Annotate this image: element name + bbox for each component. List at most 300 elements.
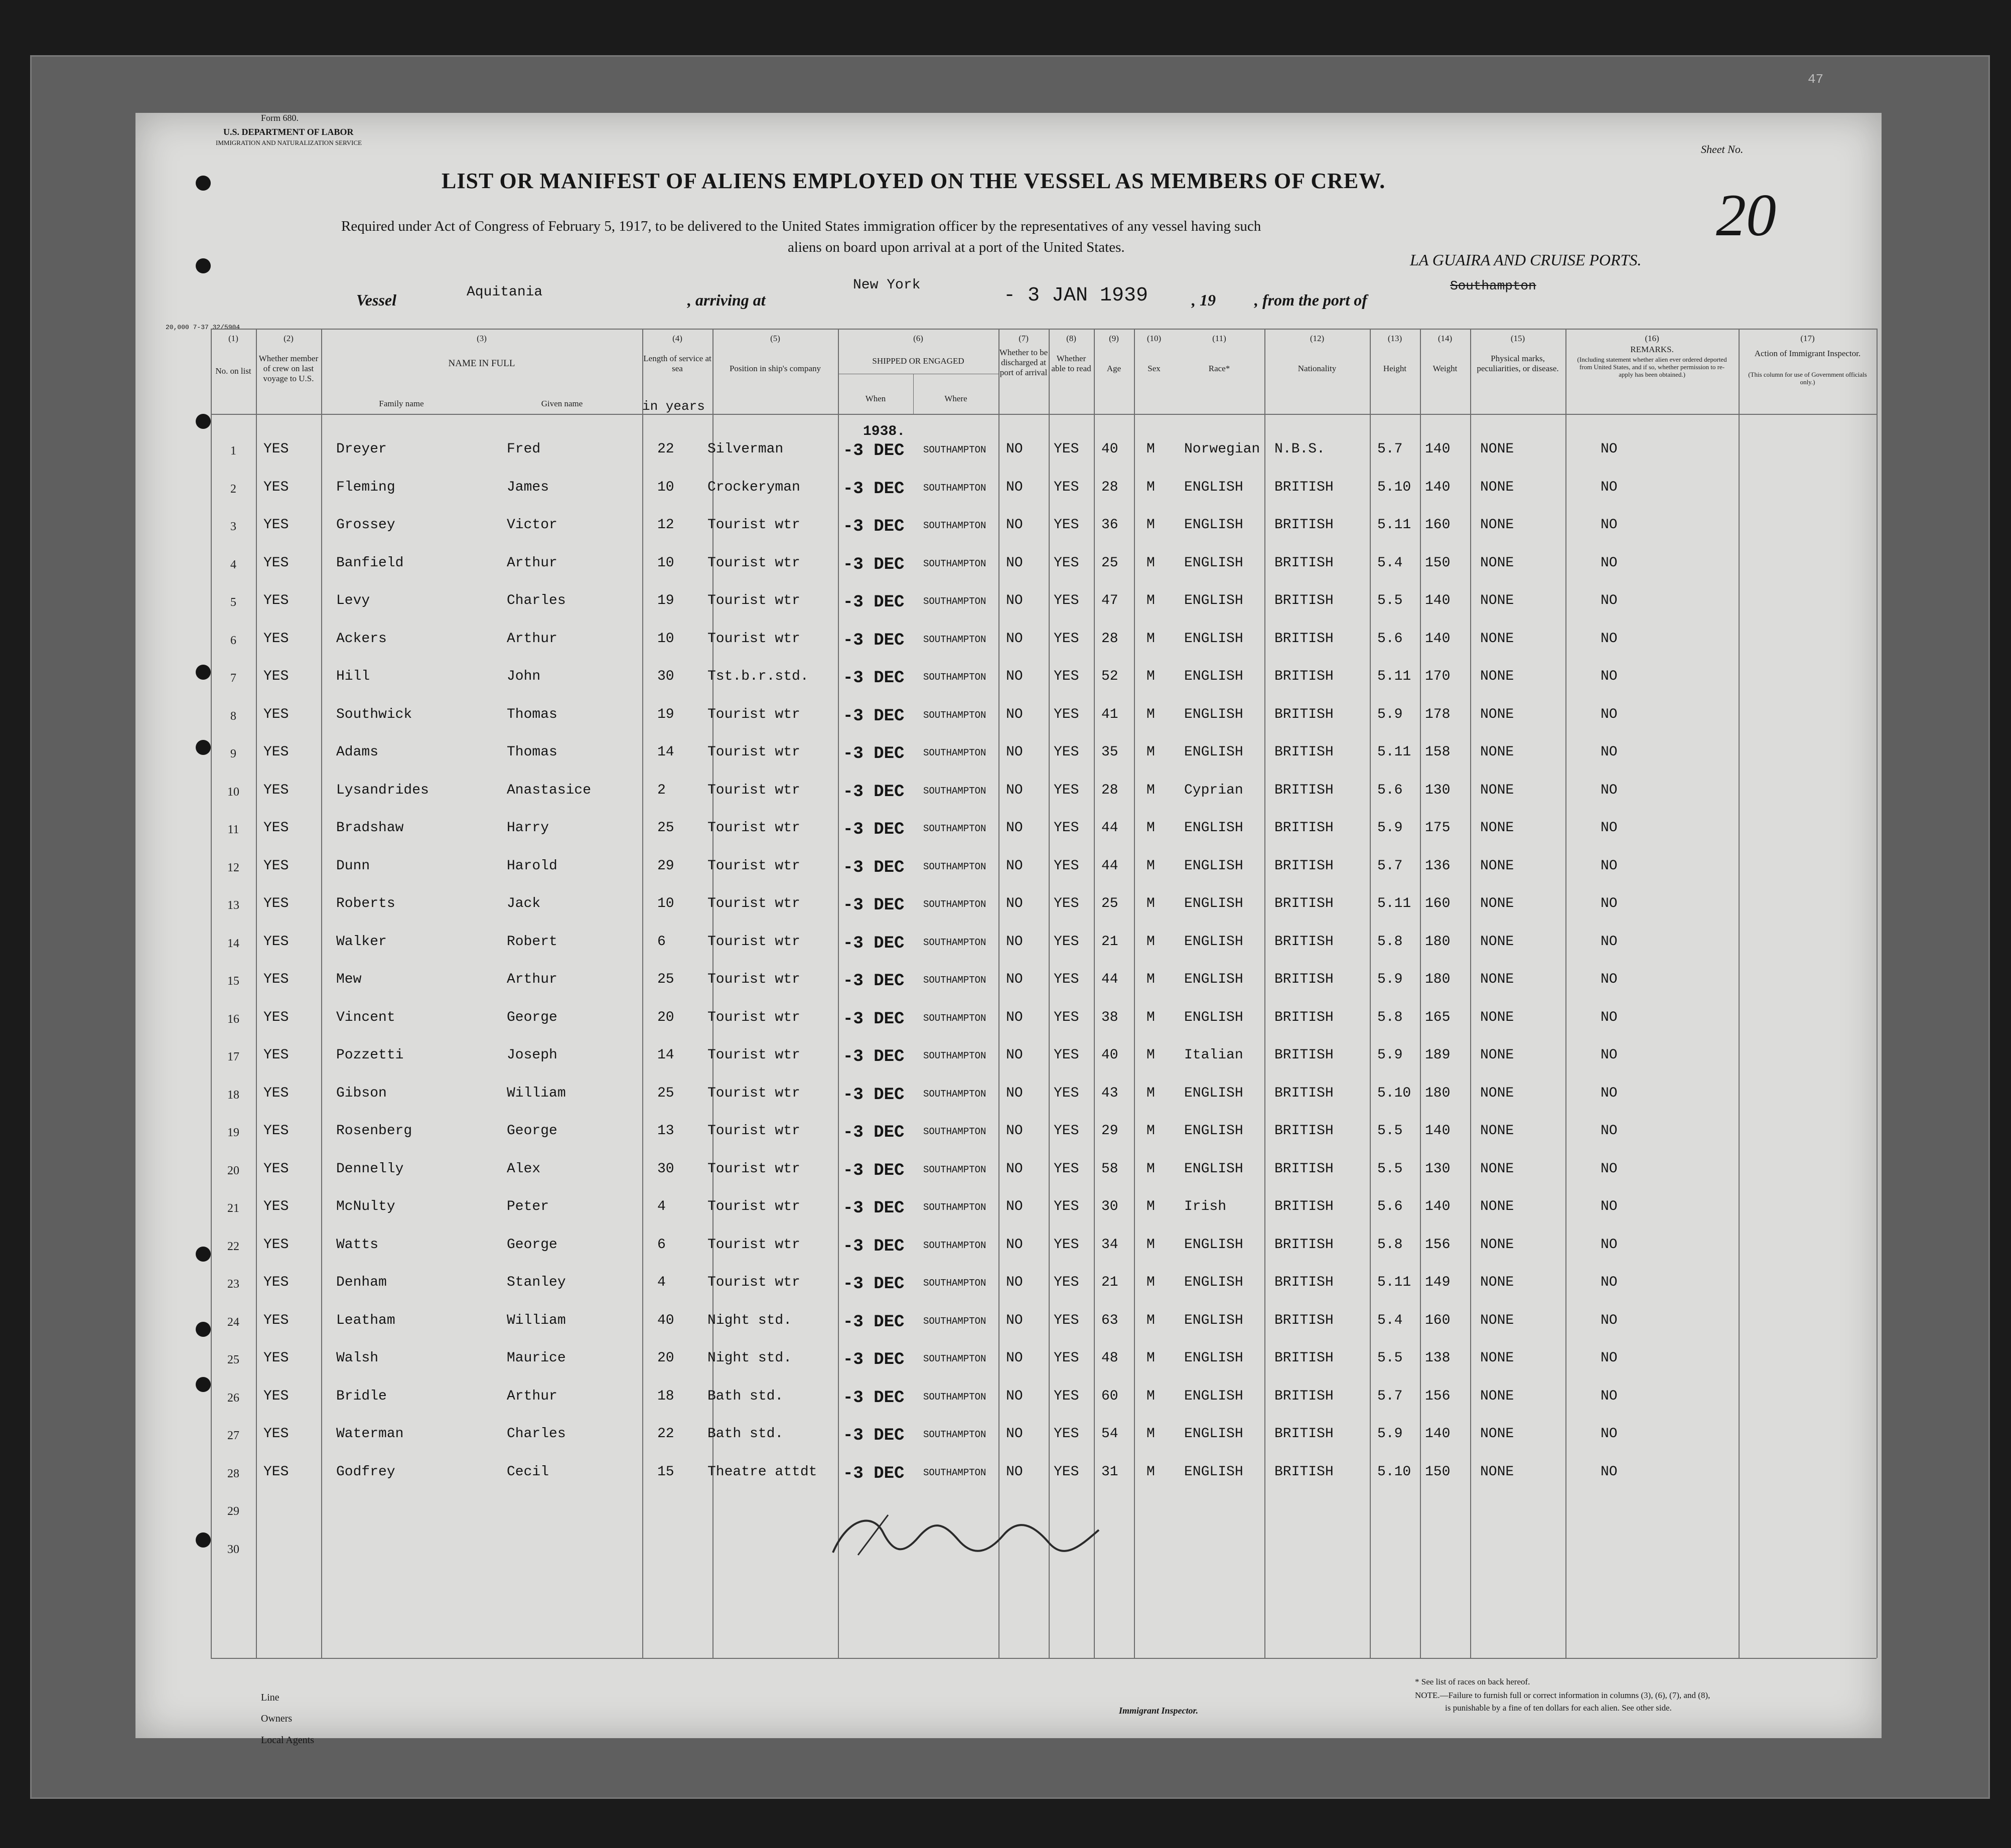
cell-age: 63 xyxy=(1101,1312,1118,1328)
cell-years: 25 xyxy=(657,820,674,836)
cell-family: Bridle xyxy=(336,1388,387,1404)
column-rule xyxy=(1264,329,1265,1658)
cell-prev: YES xyxy=(263,1275,289,1290)
cell-when: -3 DEC xyxy=(843,631,905,650)
cell-when: -3 DEC xyxy=(843,1388,905,1408)
cell-read: YES xyxy=(1054,517,1079,533)
cell-no: 6 xyxy=(230,634,236,647)
cell-when: -3 DEC xyxy=(843,934,905,953)
punch-hole xyxy=(196,665,211,680)
cell-position: Tourist wtr xyxy=(707,744,800,760)
cell-prev: YES xyxy=(263,1085,289,1101)
cell-given: Arthur xyxy=(507,631,557,647)
cell-nationality: N.B.S. xyxy=(1274,441,1325,457)
cell-years: 4 xyxy=(657,1199,666,1214)
cell-age: 25 xyxy=(1101,555,1118,571)
cell-when: -3 DEC xyxy=(843,706,905,726)
cell-prev: YES xyxy=(263,782,289,798)
cell-when: -3 DEC xyxy=(843,1199,905,1218)
cell-marks: NONE xyxy=(1480,706,1514,722)
cell-family: Walker xyxy=(336,934,387,950)
cell-marks: NONE xyxy=(1480,441,1514,457)
cell-family: Dreyer xyxy=(336,441,387,457)
cell-given: Arthur xyxy=(507,1388,557,1404)
column-rule xyxy=(1420,329,1421,1658)
col-8-number: (8) xyxy=(1066,334,1076,343)
cell-remarks: NO xyxy=(1601,441,1618,457)
cell-family: Dunn xyxy=(336,858,370,874)
cell-given: Alex xyxy=(507,1161,541,1177)
cell-race: ENGLISH xyxy=(1184,820,1243,836)
cell-discharge: NO xyxy=(1006,972,1023,987)
departure-port-handwritten: LA GUAIRA AND CRUISE PORTS. xyxy=(1410,251,1642,269)
cell-prev: YES xyxy=(263,820,289,836)
cell-age: 58 xyxy=(1101,1161,1118,1177)
cell-given: Arthur xyxy=(507,972,557,987)
column-rule xyxy=(1565,329,1566,1658)
cell-discharge: NO xyxy=(1006,858,1023,874)
cell-discharge: NO xyxy=(1006,631,1023,647)
cell-discharge: NO xyxy=(1006,1464,1023,1480)
cell-given: Anastasice xyxy=(507,782,592,798)
cell-where: SOUTHAMPTON xyxy=(923,1012,986,1024)
cell-remarks: NO xyxy=(1601,820,1618,836)
cell-where: SOUTHAMPTON xyxy=(923,1126,986,1137)
column-rule xyxy=(1049,329,1050,1658)
cell-family: Denham xyxy=(336,1275,387,1290)
footer-note-2: is punishable by a fine of ten dollars for each alien. See other side. xyxy=(1445,1703,1672,1713)
cell-no: 10 xyxy=(227,785,239,799)
cell-nationality: BRITISH xyxy=(1274,1199,1334,1214)
cell-position: Tourist wtr xyxy=(707,1161,800,1177)
cell-nationality: BRITISH xyxy=(1274,858,1334,874)
cell-remarks: NO xyxy=(1601,1464,1618,1480)
cell-height: 5.7 xyxy=(1377,858,1403,874)
cell-sex: M xyxy=(1146,934,1155,950)
column-rule xyxy=(321,329,322,1658)
col-1-header: No. on list xyxy=(215,366,251,376)
cell-age: 44 xyxy=(1101,858,1118,874)
year-entry: 1938. xyxy=(863,424,906,439)
cell-height: 5.6 xyxy=(1377,1199,1403,1214)
cell-read: YES xyxy=(1054,744,1079,760)
cell-height: 5.9 xyxy=(1377,1047,1403,1063)
cell-weight: 156 xyxy=(1425,1237,1451,1253)
cell-where: SOUTHAMPTON xyxy=(923,861,986,872)
cell-nationality: BRITISH xyxy=(1274,1123,1334,1139)
cell-where: SOUTHAMPTON xyxy=(923,975,986,986)
cell-where: SOUTHAMPTON xyxy=(923,672,986,683)
cell-height: 5.10 xyxy=(1377,479,1411,495)
cell-marks: NONE xyxy=(1480,593,1514,608)
cell-race: ENGLISH xyxy=(1184,593,1243,608)
column-rule xyxy=(1739,329,1740,1658)
col-10-header: Sex xyxy=(1147,364,1161,373)
cell-given: Fred xyxy=(507,441,541,457)
cell-when: -3 DEC xyxy=(843,441,905,460)
cell-years: 18 xyxy=(657,1388,674,1404)
cell-prev: YES xyxy=(263,1426,289,1442)
cell-where: SOUTHAMPTON xyxy=(923,1088,986,1100)
cell-marks: NONE xyxy=(1480,972,1514,987)
cell-when: -3 DEC xyxy=(843,593,905,612)
cell-family: Leatham xyxy=(336,1312,395,1328)
col-9-number: (9) xyxy=(1109,334,1119,343)
footer-races-note: * See list of races on back hereof. xyxy=(1415,1677,1530,1686)
punch-hole xyxy=(196,414,211,429)
cell-read: YES xyxy=(1054,1161,1079,1177)
cell-sex: M xyxy=(1146,896,1155,911)
column-rule xyxy=(1877,329,1878,1658)
cell-when: -3 DEC xyxy=(843,517,905,536)
cell-discharge: NO xyxy=(1006,1123,1023,1139)
cell-prev: YES xyxy=(263,706,289,722)
cell-height: 5.4 xyxy=(1377,1312,1403,1328)
cell-weight: 178 xyxy=(1425,706,1451,722)
col-14-number: (14) xyxy=(1438,334,1453,343)
cell-read: YES xyxy=(1054,1123,1079,1139)
cell-given: Harold xyxy=(507,858,557,874)
cell-years: 20 xyxy=(657,1009,674,1025)
cell-weight: 150 xyxy=(1425,1464,1451,1480)
cell-discharge: NO xyxy=(1006,1237,1023,1253)
cell-height: 5.10 xyxy=(1377,1085,1411,1101)
cell-prev: YES xyxy=(263,441,289,457)
cell-discharge: NO xyxy=(1006,1350,1023,1366)
cell-position: Tourist wtr xyxy=(707,782,800,798)
cell-remarks: NO xyxy=(1601,1275,1618,1290)
cell-when: -3 DEC xyxy=(843,1123,905,1142)
cell-marks: NONE xyxy=(1480,1464,1514,1480)
cell-marks: NONE xyxy=(1480,1085,1514,1101)
cell-age: 28 xyxy=(1101,782,1118,798)
cell-race: Cyprian xyxy=(1184,782,1243,798)
cell-weight: 165 xyxy=(1425,1009,1451,1025)
cell-no: 7 xyxy=(230,672,236,685)
cell-where: SOUTHAMPTON xyxy=(923,1050,986,1061)
cell-given: Charles xyxy=(507,1426,566,1442)
cell-family: Godfrey xyxy=(336,1464,395,1480)
cell-marks: NONE xyxy=(1480,479,1514,495)
col-7-number: (7) xyxy=(1019,334,1029,343)
cell-no: 13 xyxy=(227,899,239,912)
cell-read: YES xyxy=(1054,1312,1079,1328)
cell-no: 15 xyxy=(227,975,239,988)
cell-age: 47 xyxy=(1101,593,1118,608)
cell-marks: NONE xyxy=(1480,934,1514,950)
cell-race: ENGLISH xyxy=(1184,1388,1243,1404)
cell-weight: 160 xyxy=(1425,1312,1451,1328)
cell-years: 10 xyxy=(657,479,674,495)
cell-race: Norwegian xyxy=(1184,441,1260,457)
cell-sex: M xyxy=(1146,1047,1155,1063)
column-rule xyxy=(838,329,839,1658)
cell-race: Italian xyxy=(1184,1047,1243,1063)
cell-race: ENGLISH xyxy=(1184,555,1243,571)
cell-read: YES xyxy=(1054,934,1079,950)
cell-height: 5.6 xyxy=(1377,782,1403,798)
cell-sex: M xyxy=(1146,1161,1155,1177)
corner-mark: 47 xyxy=(1808,72,1824,87)
cell-years: 25 xyxy=(657,972,674,987)
cell-weight: 160 xyxy=(1425,896,1451,911)
col-9-header: Age xyxy=(1106,364,1121,373)
cell-when: -3 DEC xyxy=(843,1047,905,1066)
cell-age: 30 xyxy=(1101,1199,1118,1214)
cell-years: 22 xyxy=(657,441,674,457)
cell-weight: 175 xyxy=(1425,820,1451,836)
cell-race: ENGLISH xyxy=(1184,744,1243,760)
cell-given: Charles xyxy=(507,593,566,608)
cell-weight: 189 xyxy=(1425,1047,1451,1063)
cell-age: 31 xyxy=(1101,1464,1118,1480)
sheet-label: Sheet No. xyxy=(1701,143,1744,156)
footer-inspector-label: Immigrant Inspector. xyxy=(1119,1706,1199,1716)
cell-age: 54 xyxy=(1101,1426,1118,1442)
cell-where: SOUTHAMPTON xyxy=(923,1467,986,1478)
cell-position: Tourist wtr xyxy=(707,631,800,647)
cell-given: George xyxy=(507,1123,557,1139)
cell-no: 27 xyxy=(227,1429,239,1442)
cell-position: Tourist wtr xyxy=(707,896,800,911)
cell-height: 5.7 xyxy=(1377,441,1403,457)
cell-height: 5.9 xyxy=(1377,972,1403,987)
cell-family: Waterman xyxy=(336,1426,404,1442)
cell-marks: NONE xyxy=(1480,1161,1514,1177)
cell-remarks: NO xyxy=(1601,782,1618,798)
cell-where: SOUTHAMPTON xyxy=(923,634,986,645)
cell-family: Hill xyxy=(336,669,370,684)
cell-where: SOUTHAMPTON xyxy=(923,937,986,948)
cell-family: Bradshaw xyxy=(336,820,404,836)
cell-marks: NONE xyxy=(1480,1388,1514,1404)
cell-prev: YES xyxy=(263,1047,289,1063)
cell-no: 9 xyxy=(230,747,236,760)
cell-when: -3 DEC xyxy=(843,479,905,499)
cell-height: 5.9 xyxy=(1377,820,1403,836)
cell-no: 11 xyxy=(227,823,239,836)
cell-position: Tourist wtr xyxy=(707,858,800,874)
col-16-number: (16) xyxy=(1645,334,1659,343)
cell-when: -3 DEC xyxy=(843,820,905,839)
cell-weight: 136 xyxy=(1425,858,1451,874)
column-rule xyxy=(256,329,257,1658)
cell-years: 30 xyxy=(657,1161,674,1177)
cell-remarks: NO xyxy=(1601,972,1618,987)
cell-given: James xyxy=(507,479,549,495)
service-name: IMMIGRATION AND NATURALIZATION SERVICE xyxy=(216,139,362,146)
cell-race: ENGLISH xyxy=(1184,1312,1243,1328)
cell-discharge: NO xyxy=(1006,1275,1023,1290)
cell-prev: YES xyxy=(263,1350,289,1366)
cell-nationality: BRITISH xyxy=(1274,1388,1334,1404)
cell-given: Maurice xyxy=(507,1350,566,1366)
cell-years: 30 xyxy=(657,669,674,684)
cell-no: 20 xyxy=(227,1164,239,1177)
cell-race: ENGLISH xyxy=(1184,517,1243,533)
cell-sex: M xyxy=(1146,517,1155,533)
cell-marks: NONE xyxy=(1480,1350,1514,1366)
col-17-note: (This column for use of Government officials only.) xyxy=(1748,371,1867,386)
col-2-header: Whether member of crew on last voyage to U.S. xyxy=(258,354,319,383)
cell-no: 2 xyxy=(230,482,236,496)
cell-prev: YES xyxy=(263,1009,289,1025)
inspector-signature xyxy=(828,1507,1109,1563)
cell-given: Robert xyxy=(507,934,557,950)
col-6-where: Where xyxy=(944,394,967,403)
cell-nationality: BRITISH xyxy=(1274,934,1334,950)
cell-marks: NONE xyxy=(1480,1426,1514,1442)
cell-weight: 140 xyxy=(1425,1199,1451,1214)
cell-family: Lysandrides xyxy=(336,782,429,798)
cell-sex: M xyxy=(1146,479,1155,495)
cell-family: Fleming xyxy=(336,479,395,495)
cell-position: Tourist wtr xyxy=(707,972,800,987)
cell-prev: YES xyxy=(263,631,289,647)
cell-remarks: NO xyxy=(1601,896,1618,911)
cell-nationality: BRITISH xyxy=(1274,1161,1334,1177)
cell-prev: YES xyxy=(263,593,289,608)
cell-sex: M xyxy=(1146,1085,1155,1101)
cell-position: Tourist wtr xyxy=(707,934,800,950)
cell-marks: NONE xyxy=(1480,782,1514,798)
cell-sex: M xyxy=(1146,1199,1155,1214)
cell-position: Tourist wtr xyxy=(707,1085,800,1101)
cell-age: 28 xyxy=(1101,479,1118,495)
cell-height: 5.5 xyxy=(1377,1161,1403,1177)
cell-nationality: BRITISH xyxy=(1274,1426,1334,1442)
cell-years: 40 xyxy=(657,1312,674,1328)
cell-position: Theatre attdt xyxy=(707,1464,817,1480)
cell-when: -3 DEC xyxy=(843,972,905,991)
cell-years: 2 xyxy=(657,782,666,798)
cell-discharge: NO xyxy=(1006,1388,1023,1404)
cell-prev: YES xyxy=(263,896,289,911)
cell-prev: YES xyxy=(263,1388,289,1404)
cell-read: YES xyxy=(1054,593,1079,608)
cell-position: Tourist wtr xyxy=(707,517,800,533)
col-5-header: Position in ship's company xyxy=(729,364,821,373)
arrival-date-stamp: - 3 JAN 1939 xyxy=(1003,284,1148,307)
cell-position: Tourist wtr xyxy=(707,1275,800,1290)
col-10-number: (10) xyxy=(1146,334,1162,343)
cell-remarks: NO xyxy=(1601,706,1618,722)
cell-years: 29 xyxy=(657,858,674,874)
cell-race: Irish xyxy=(1184,1199,1227,1214)
col-3-header: NAME IN FULL xyxy=(448,358,515,369)
col-5-number: (5) xyxy=(770,334,780,343)
cell-when: -3 DEC xyxy=(843,555,905,574)
cell-weight: 140 xyxy=(1425,593,1451,608)
cell-nationality: BRITISH xyxy=(1274,669,1334,684)
cell-prev: YES xyxy=(263,1199,289,1214)
cell-marks: NONE xyxy=(1480,1047,1514,1063)
cell-remarks: NO xyxy=(1601,1199,1618,1214)
cell-prev: YES xyxy=(263,744,289,760)
cell-discharge: NO xyxy=(1006,555,1023,571)
col-8-header: Whether able to read xyxy=(1051,354,1091,373)
col-13-header: Height xyxy=(1383,364,1407,373)
cell-where: SOUTHAMPTON xyxy=(923,444,986,455)
cell-no: 1 xyxy=(230,444,236,457)
cell-sex: M xyxy=(1146,555,1155,571)
cell-years: 25 xyxy=(657,1085,674,1101)
cell-marks: NONE xyxy=(1480,631,1514,647)
cell-position: Silverman xyxy=(707,441,784,457)
cell-race: ENGLISH xyxy=(1184,1275,1243,1290)
cell-sex: M xyxy=(1146,631,1155,647)
col-15-number: (15) xyxy=(1510,334,1525,343)
col-16-note: (Including statement whether alien ever ordered deported from United States, and if so, whether permission to re-apply has been obtained.) xyxy=(1577,356,1727,378)
cell-family: Adams xyxy=(336,744,379,760)
cell-no: 17 xyxy=(227,1050,239,1063)
cell-height: 5.9 xyxy=(1377,1426,1403,1442)
cell-age: 21 xyxy=(1101,1275,1118,1290)
col-4-header: Length of service at sea xyxy=(643,354,711,373)
sheet-number: 20 xyxy=(1716,182,1776,248)
cell-given: Victor xyxy=(507,517,557,533)
cell-where: SOUTHAMPTON xyxy=(923,1240,986,1251)
cell-read: YES xyxy=(1054,706,1079,722)
cell-remarks: NO xyxy=(1601,479,1618,495)
cell-discharge: NO xyxy=(1006,1199,1023,1214)
cell-discharge: NO xyxy=(1006,441,1023,457)
cell-family: Banfield xyxy=(336,555,404,571)
from-port-label: , from the port of xyxy=(1254,291,1367,309)
cell-prev: YES xyxy=(263,479,289,495)
cell-height: 5.6 xyxy=(1377,631,1403,647)
cell-discharge: NO xyxy=(1006,1009,1023,1025)
col-6-header: SHIPPED OR ENGAGED xyxy=(872,356,964,366)
cell-prev: YES xyxy=(263,555,289,571)
cell-race: ENGLISH xyxy=(1184,706,1243,722)
cell-height: 5.11 xyxy=(1377,517,1411,533)
cell-marks: NONE xyxy=(1480,1123,1514,1139)
cell-age: 29 xyxy=(1101,1123,1118,1139)
punch-hole xyxy=(196,258,211,273)
cell-remarks: NO xyxy=(1601,517,1618,533)
cell-no: 29 xyxy=(227,1505,239,1518)
cell-prev: YES xyxy=(263,1312,289,1328)
cell-remarks: NO xyxy=(1601,858,1618,874)
cell-height: 5.7 xyxy=(1377,1388,1403,1404)
footer-agents-label: Local Agents xyxy=(261,1735,315,1746)
cell-read: YES xyxy=(1054,1350,1079,1366)
col-17-header: Action of Immigrant Inspector. xyxy=(1754,349,1861,358)
col-6-number: (6) xyxy=(913,334,923,343)
cell-nationality: BRITISH xyxy=(1274,820,1334,836)
form-subtitle-2: aliens on board upon arrival at a port of the United States. xyxy=(788,239,1125,255)
cell-read: YES xyxy=(1054,669,1079,684)
cell-nationality: BRITISH xyxy=(1274,1350,1334,1366)
cell-years: 13 xyxy=(657,1123,674,1139)
cell-marks: NONE xyxy=(1480,858,1514,874)
col-11-header: Race* xyxy=(1208,364,1230,373)
cell-years: 12 xyxy=(657,517,674,533)
cell-height: 5.11 xyxy=(1377,744,1411,760)
cell-prev: YES xyxy=(263,858,289,874)
col-3-given: Given name xyxy=(541,399,583,408)
cell-weight: 156 xyxy=(1425,1388,1451,1404)
cell-age: 38 xyxy=(1101,1009,1118,1025)
cell-no: 26 xyxy=(227,1391,239,1405)
cell-read: YES xyxy=(1054,441,1079,457)
col-4-years: in years xyxy=(642,399,705,414)
cell-marks: NONE xyxy=(1480,517,1514,533)
cell-age: 41 xyxy=(1101,706,1118,722)
cell-discharge: NO xyxy=(1006,706,1023,722)
col-13-number: (13) xyxy=(1387,334,1402,343)
